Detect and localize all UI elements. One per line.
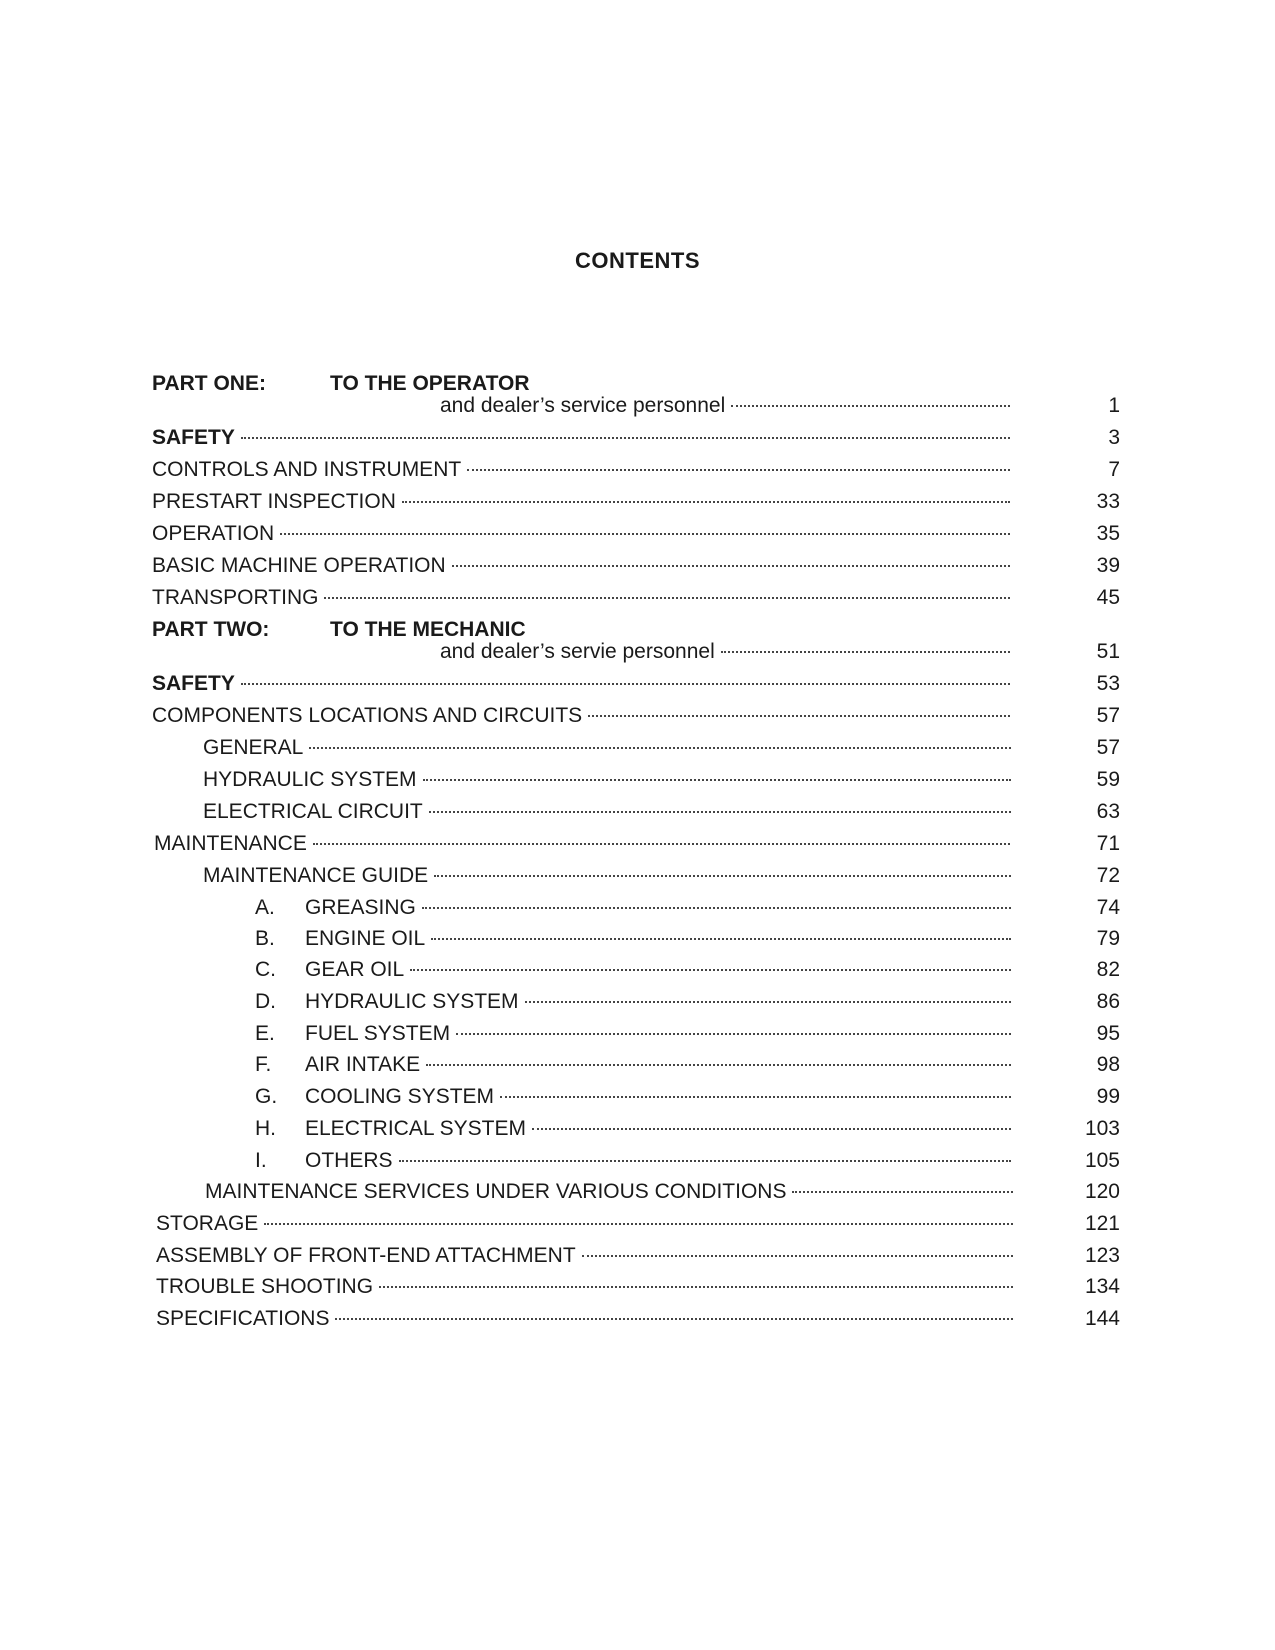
- dot-leader: [335, 1318, 1013, 1320]
- dot-leader: [241, 437, 1010, 439]
- page-number: 79: [1096, 927, 1120, 950]
- toc-entry-safety-2[interactable]: [0, 669, 1275, 699]
- dot-leader: [241, 683, 1010, 685]
- entry-letter: C.: [255, 958, 276, 981]
- part-two-label: PART TWO:: [152, 618, 270, 641]
- page-number: 121: [1084, 1212, 1120, 1235]
- page-number: 57: [1096, 704, 1120, 727]
- dot-leader: [532, 1128, 1011, 1130]
- dot-leader: [588, 715, 1010, 717]
- part-one-subtitle-row[interactable]: [0, 391, 1275, 421]
- page-number: 1: [1108, 394, 1120, 417]
- dot-leader: [423, 779, 1011, 781]
- dot-leader: [324, 597, 1010, 599]
- dot-leader: [429, 811, 1011, 813]
- page-number: 63: [1096, 800, 1120, 823]
- page-number: 120: [1084, 1180, 1120, 1203]
- dot-leader: [525, 1001, 1011, 1003]
- toc-entry-assembly[interactable]: [0, 1241, 1275, 1271]
- page-number: 71: [1096, 832, 1120, 855]
- dot-leader: [422, 907, 1011, 909]
- dot-leader: [309, 747, 1011, 749]
- page-title: CONTENTS: [575, 248, 700, 273]
- entry-label: FUEL SYSTEM: [305, 1022, 451, 1045]
- page-number: 95: [1096, 1022, 1120, 1045]
- page-number: 59: [1096, 768, 1120, 791]
- toc-entry-hydraulic-system[interactable]: [0, 765, 1275, 795]
- page-number: 144: [1084, 1307, 1120, 1330]
- entry-label: PRESTART INSPECTION: [152, 490, 396, 513]
- dot-leader: [792, 1191, 1013, 1193]
- entry-letter: H.: [255, 1117, 276, 1140]
- toc-entry-storage[interactable]: [0, 1209, 1275, 1239]
- dot-leader: [452, 565, 1010, 567]
- entry-label: SAFETY: [152, 426, 235, 449]
- toc-entry-hydraulic-system-d[interactable]: [0, 987, 1275, 1017]
- entry-label: GEAR OIL: [305, 958, 405, 981]
- entry-label: ENGINE OIL: [305, 927, 426, 950]
- part-one-label: PART ONE:: [152, 372, 266, 395]
- dot-leader: [280, 533, 1010, 535]
- toc-entry-fuel-system[interactable]: [0, 1019, 1275, 1049]
- toc-entry-operation[interactable]: [0, 519, 1275, 549]
- page-number: 105: [1084, 1149, 1120, 1172]
- page-number: 86: [1096, 990, 1120, 1013]
- entry-label: ELECTRICAL CIRCUIT: [203, 800, 423, 823]
- entry-label: BASIC MACHINE OPERATION: [152, 554, 446, 577]
- page-number: 134: [1084, 1275, 1120, 1298]
- toc-entry-others[interactable]: [0, 1146, 1275, 1176]
- entry-letter: A.: [255, 896, 275, 919]
- entry-letter: D.: [255, 990, 276, 1013]
- dot-leader: [402, 501, 1010, 503]
- entry-label: TROUBLE SHOOTING: [156, 1275, 374, 1298]
- entry-label: COOLING SYSTEM: [305, 1085, 495, 1108]
- toc-entry-general[interactable]: [0, 733, 1275, 763]
- page-number: 35: [1096, 522, 1120, 545]
- page-number: 33: [1096, 490, 1120, 513]
- entry-label: MAINTENANCE: [154, 832, 307, 855]
- part-two-subtitle: and dealer’s servie personnel: [440, 640, 715, 663]
- page-number: 53: [1096, 672, 1120, 695]
- part-two-title: TO THE MECHANIC: [330, 618, 526, 641]
- page-number: 103: [1084, 1117, 1120, 1140]
- page-number: 123: [1084, 1244, 1120, 1267]
- entry-letter: B.: [255, 927, 275, 950]
- entry-label: ASSEMBLY OF FRONT-END ATTACHMENT: [156, 1244, 576, 1267]
- toc-entry-trouble-shooting[interactable]: [0, 1272, 1275, 1302]
- toc-entry-maintenance[interactable]: [0, 829, 1275, 859]
- entry-label: ELECTRICAL SYSTEM: [305, 1117, 526, 1140]
- entry-letter: E.: [255, 1022, 275, 1045]
- entry-label: COMPONENTS LOCATIONS AND CIRCUITS: [152, 704, 583, 727]
- page-number: 74: [1096, 896, 1120, 919]
- toc-entry-maintenance-guide[interactable]: [0, 861, 1275, 891]
- entry-label: TRANSPORTING: [152, 586, 319, 609]
- page-number: 99: [1096, 1085, 1120, 1108]
- dot-leader: [721, 651, 1010, 653]
- entry-label: CONTROLS AND INSTRUMENT: [152, 458, 462, 481]
- dot-leader: [434, 875, 1011, 877]
- dot-leader: [456, 1033, 1011, 1035]
- entry-label: HYDRAULIC SYSTEM: [203, 768, 417, 791]
- entry-letter: G.: [255, 1085, 278, 1108]
- dot-leader: [582, 1255, 1013, 1257]
- dot-leader: [410, 969, 1011, 971]
- page-number: 7: [1108, 458, 1120, 481]
- page-number: 51: [1096, 640, 1120, 663]
- dot-leader: [379, 1286, 1013, 1288]
- dot-leader: [467, 469, 1010, 471]
- toc-entry-greasing[interactable]: [0, 893, 1275, 923]
- dot-leader: [426, 1064, 1011, 1066]
- page-number: 39: [1096, 554, 1120, 577]
- entry-label: SPECIFICATIONS: [156, 1307, 330, 1330]
- dot-leader: [264, 1223, 1013, 1225]
- page-number: 82: [1096, 958, 1120, 981]
- entry-label: HYDRAULIC SYSTEM: [305, 990, 519, 1013]
- toc-entry-basic-operation[interactable]: [0, 551, 1275, 581]
- entry-label: OPERATION: [152, 522, 275, 545]
- toc-entry-safety[interactable]: [0, 423, 1275, 453]
- page-number: 3: [1108, 426, 1120, 449]
- dot-leader: [431, 938, 1011, 940]
- toc-entry-prestart[interactable]: [0, 487, 1275, 517]
- page-number: 98: [1096, 1053, 1120, 1076]
- entry-label: GENERAL: [203, 736, 304, 759]
- entry-letter: F.: [255, 1053, 272, 1076]
- toc-entry-maintenance-services[interactable]: [0, 1177, 1275, 1207]
- entry-label: SAFETY: [152, 672, 235, 695]
- toc-entry-air-intake[interactable]: [0, 1050, 1275, 1080]
- entry-letter: I.: [255, 1149, 267, 1172]
- toc-entry-controls[interactable]: [0, 455, 1275, 485]
- entry-label: MAINTENANCE SERVICES UNDER VARIOUS CONDITIONS: [205, 1180, 787, 1203]
- entry-label: STORAGE: [156, 1212, 259, 1235]
- toc-entry-electrical-system[interactable]: [0, 1114, 1275, 1144]
- toc-entry-specifications[interactable]: [0, 1304, 1275, 1334]
- toc-entry-cooling-system[interactable]: [0, 1082, 1275, 1112]
- toc-entry-components[interactable]: [0, 701, 1275, 731]
- dot-leader: [500, 1096, 1011, 1098]
- toc-entry-electrical-circuit[interactable]: [0, 797, 1275, 827]
- page-number: 72: [1096, 864, 1120, 887]
- toc-entry-engine-oil[interactable]: [0, 924, 1275, 954]
- dot-leader: [313, 843, 1010, 845]
- dot-leader: [731, 405, 1010, 407]
- dot-leader: [399, 1160, 1011, 1162]
- entry-label: OTHERS: [305, 1149, 393, 1172]
- toc-entry-transporting[interactable]: [0, 583, 1275, 613]
- entry-label: GREASING: [305, 896, 416, 919]
- part-two-subtitle-row[interactable]: [0, 637, 1275, 667]
- entry-label: AIR INTAKE: [305, 1053, 421, 1076]
- entry-label: MAINTENANCE GUIDE: [203, 864, 429, 887]
- part-one-title: TO THE OPERATOR: [330, 372, 530, 395]
- page-number: 57: [1096, 736, 1120, 759]
- toc-entry-gear-oil[interactable]: [0, 955, 1275, 985]
- page-number: 45: [1096, 586, 1120, 609]
- part-one-subtitle: and dealer’s service personnel: [440, 394, 726, 417]
